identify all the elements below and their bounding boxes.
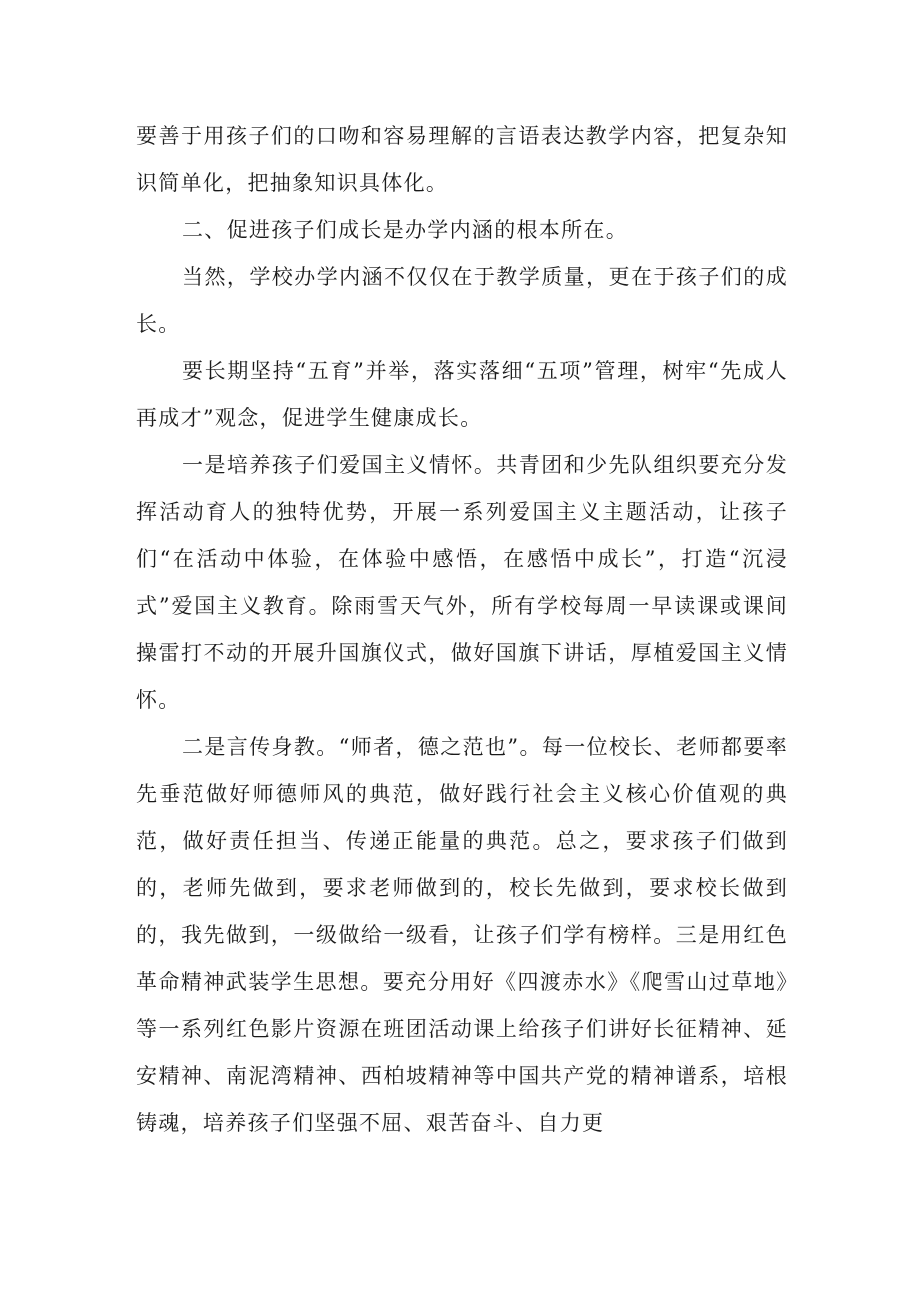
section-heading: 二、促进孩子们成长是办学内涵的根本所在。 [182,218,628,242]
paragraph-body: 二是言传身教。“师者，德之范也”。每一位校长、老师都要率先垂范做好师德师风的典范，做好践行社会主义核心价值观的典范，做好责任担当、传递正能量的典范。总之，要求孩子们做到的，老师先做到，要求老师做到的，校长先做到，要求校长做到的，我先做到，一级做给一级看，让孩子们学有榜样。三是用红色革命精神武装学生思想。要充分用好《四渡赤水》《爬雪山过草地》等一系列红色影片资源在班团活动课上给孩子们讲好长征精神、延安精神、南泥湾精神、西柏坡精神等中国共产党的精神谱系，培根铸魂，培养孩子们坚强不屈、艰苦奋斗、自力更 [136,735,788,1135]
paragraph-body: 要长期坚持“五育”并举，落实落细“五项”管理，树牢“先成人再成才”观念，促进学生健康成长。 [136,359,788,430]
document-page [136,113,788,1147]
paragraph-continuation: 要善于用孩子们的口吻和容易理解的言语表达教学内容，把复杂知识简单化，把抽象知识具体化。 [136,124,788,195]
paragraph-body: 当然，学校办学内涵不仅仅在于教学质量，更在于孩子们的成长。 [136,265,788,336]
paragraph-body: 一是培养孩子们爱国主义情怀。共青团和少先队组织要充分发挥活动育人的独特优势，开展一系列爱国主义主题活动，让孩子们“在活动中体验，在体验中感悟，在感悟中成长”，打造“沉浸式”爱国主义教育。除雨雪天气外，所有学校每周一早读课或课间操雷打不动的开展升国旗仪式，做好国旗下讲话，厚植爱国主义情怀。 [136,453,788,712]
